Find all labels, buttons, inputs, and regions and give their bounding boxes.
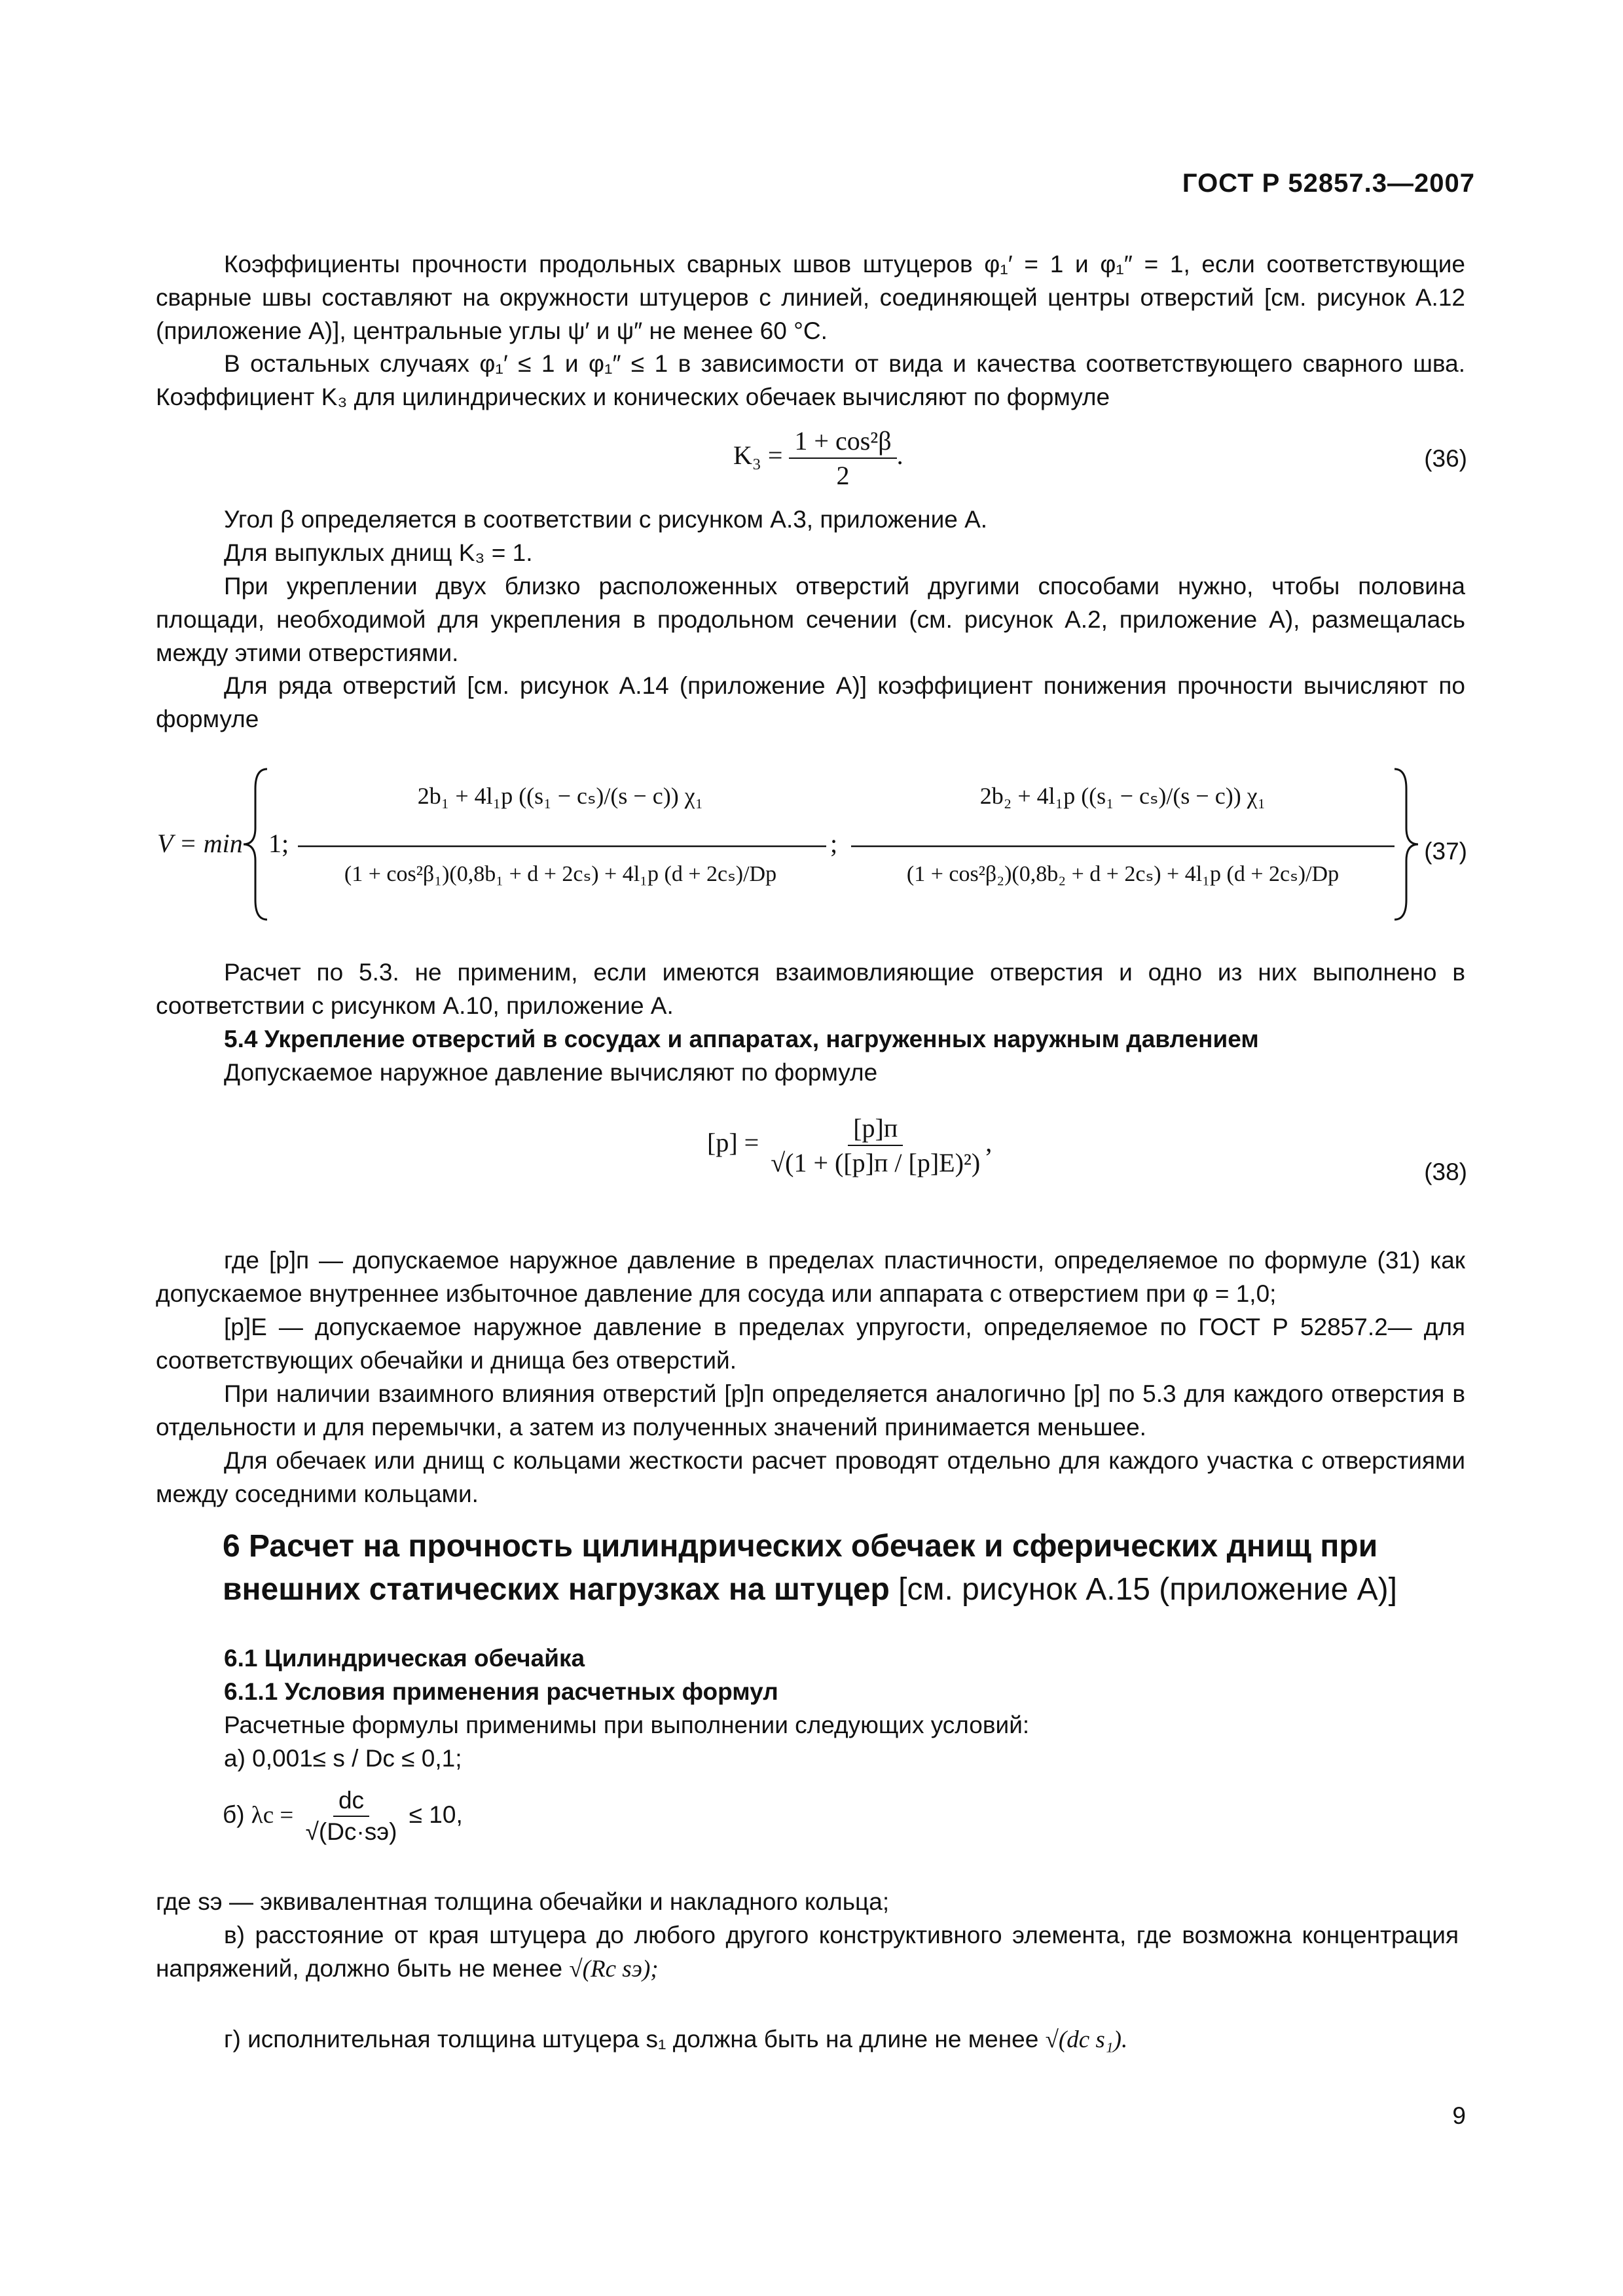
paragraph-row-of-holes: Для ряда отверстий [см. рисунок А.14 (приложение А)] коэффициент понижения прочности вычисляют по формуле xyxy=(156,672,1465,732)
paragraph-elastic-pressure: [p]E — допускаемое наружное давление в пределах упругости, определяемое по ГОСТ Р 52857.2— для соответствующих обечайки и днища без отверстий. xyxy=(156,1314,1465,1374)
paragraph-angle-beta: Угол β определяется в соответствии с рисунком А.3, приложение А. xyxy=(224,506,988,533)
eq36-numerator: 1 + cos²β xyxy=(789,425,896,459)
condition-b-tail: ≤ 10, xyxy=(409,1801,463,1828)
condition-v xyxy=(156,1918,1459,1986)
eq36-left: K₃ = xyxy=(733,440,783,471)
eq37-numerator-1: 2b₁ + 4l₁р ((s₁ − cₛ)/(s − c)) χ₁ xyxy=(417,783,704,809)
section-6-heading-bold: 6 Расчет на прочность цилиндрических обечаек и сферических днищ при внешних статических нагрузках на штуцер xyxy=(223,1529,1378,1607)
paragraph-other-cases: В остальных случаях φ₁′ ≤ 1 и φ₁″ ≤ 1 в зависимости от вида и качества соответствующего сварного шва. Коэффициент K₃ для цилиндрических и конических обечаек вычисляют по формуле xyxy=(156,350,1465,410)
eq37-denominator-1: (1 + cos²β₁)(0,8b₁ + d + 2cₛ) + 4l₁р (d + 2cₛ)/Dр xyxy=(344,862,777,886)
condition-v-text: в) расстояние от края штуцера до любого другого конструктивного элемента, где возможна концентрация напряжений, должно быть не менее xyxy=(156,1922,1459,1982)
equation-37 xyxy=(157,762,1457,926)
paragraph-plastic-pressure: где [p]п — допускаемое наружное давление в пределах пластичности, определяемое по формуле (31) как допускаемое внутреннее избыточное давление для сосуда или аппарата с отверстием при φ = 1,0; xyxy=(156,1247,1465,1307)
paragraph-equivalent-thickness: где sэ — эквивалентная толщина обечайки и накладного кольца; xyxy=(156,1888,890,1915)
equation-37-number: (37) xyxy=(1424,838,1467,865)
eq37-one: 1; xyxy=(268,829,289,858)
paragraph-not-applicable: Расчет по 5.3. не применим, если имеются взаимовлияющие отверстия и одно из них выполнено в соответствии с рисунком А.10, приложение А. xyxy=(156,959,1465,1019)
condition-g xyxy=(156,2022,1465,2056)
eq38-fraction xyxy=(765,1113,985,1178)
page-number: 9 xyxy=(1452,2102,1466,2129)
section-6-1-heading: 6.1 Цилиндрическая обечайка xyxy=(224,1645,585,1672)
condition-a: а) 0,001≤ s / Dс ≤ 0,1; xyxy=(224,1745,462,1772)
paragraph-weld-coefficients: Коэффициенты прочности продольных сварных швов штуцеров φ₁′ = 1 и φ₁″ = 1, если соответствующие сварные швы составляют на окружности штуцеров с линией, соединяющей центры отверстий [см. рисунок А.12 (приложение А)], центральные углы ψ′ и ψ″ не менее 60 °С. xyxy=(156,251,1465,344)
paragraph-convex-heads: Для выпуклых днищ K₃ = 1. xyxy=(224,539,533,566)
condition-b-label: б) xyxy=(223,1801,245,1828)
section-6-1-1-heading: 6.1.1 Условия применения расчетных формул xyxy=(224,1678,778,1705)
eq37-separator: ; xyxy=(830,829,838,858)
eq37-denominator-2: (1 + cos²β₂)(0,8b₂ + d + 2cₛ) + 4l₁р (d + 2cₛ)/Dр xyxy=(906,862,1340,886)
section-6-heading-ref: [см. рисунок А.15 (приложение А)] xyxy=(898,1572,1397,1607)
equation-38: [p] = $\frac{[p]п}{\text{√(1 + ([p]п / [p]E)²)}}$ , xyxy=(707,1113,993,1177)
eq36-denominator: 2 xyxy=(836,461,850,490)
eq38-numerator: [p]п xyxy=(848,1113,903,1146)
eq36-fraction xyxy=(789,425,896,491)
section-5-4-heading: 5.4 Укрепление отверстий в сосудах и аппаратах, нагруженных наружным давлением xyxy=(224,1026,1259,1052)
condition-g-text: г) исполнительная толщина штуцера s₁ должна быть на длине не менее xyxy=(224,2026,1039,2053)
eq37-numerator-2: 2b₂ + 4l₁р ((s₁ − cₛ)/(s − c)) χ₁ xyxy=(979,783,1266,809)
equation-38-number: (38) xyxy=(1424,1158,1467,1185)
eq38-denominator: √(1 + ([p]п / [p]E)²) xyxy=(771,1148,981,1177)
condition-b-denominator: √(Dс·sэ) xyxy=(305,1818,397,1845)
eq37-left: V = min xyxy=(157,829,243,858)
paragraph-two-holes: При укреплении двух близко расположенных отверстий другими способами нужно, чтобы половина площади, необходимой для укрепления в продольном сечении (см. рисунок А.2, приложение А), размещалась между этими отверстиями. xyxy=(156,573,1465,666)
equation-36-number: (36) xyxy=(1424,445,1467,472)
section-6-heading xyxy=(223,1525,1467,1611)
condition-b-fraction xyxy=(301,1787,403,1846)
condition-b xyxy=(223,1787,463,1846)
paragraph-external-pressure: Допускаемое наружное давление вычисляют по формуле xyxy=(224,1059,878,1086)
condition-g-formula: √(dс s₁). xyxy=(1045,2026,1128,2053)
equation-36: K₃ = $\frac{\text{1 + cos²β}}{2}$ . xyxy=(733,426,903,490)
standard-header: ГОСТ Р 52857.3—2007 xyxy=(1182,169,1475,198)
eq38-left: [p] = xyxy=(707,1128,759,1158)
paragraph-stiffening-rings: Для обечаек или днищ с кольцами жесткости расчет проводят отдельно для каждого участка с отверстиями между соседними кольцами. xyxy=(156,1447,1465,1507)
paragraph-mutual-influence: При наличии взаимного влияния отверстий [p]п определяется аналогично [p] по 5.3 для каждого отверстия в отдельности и для перемычки, а затем из полученных значений принимается меньшее. xyxy=(156,1380,1465,1441)
condition-b-numerator: dс xyxy=(333,1787,369,1817)
paragraph-conditions: Расчетные формулы применимы при выполнении следующих условий: xyxy=(224,1712,1030,1738)
condition-v-formula: √(Rс sэ); xyxy=(569,1956,659,1982)
condition-b-left: λс = xyxy=(251,1801,294,1829)
